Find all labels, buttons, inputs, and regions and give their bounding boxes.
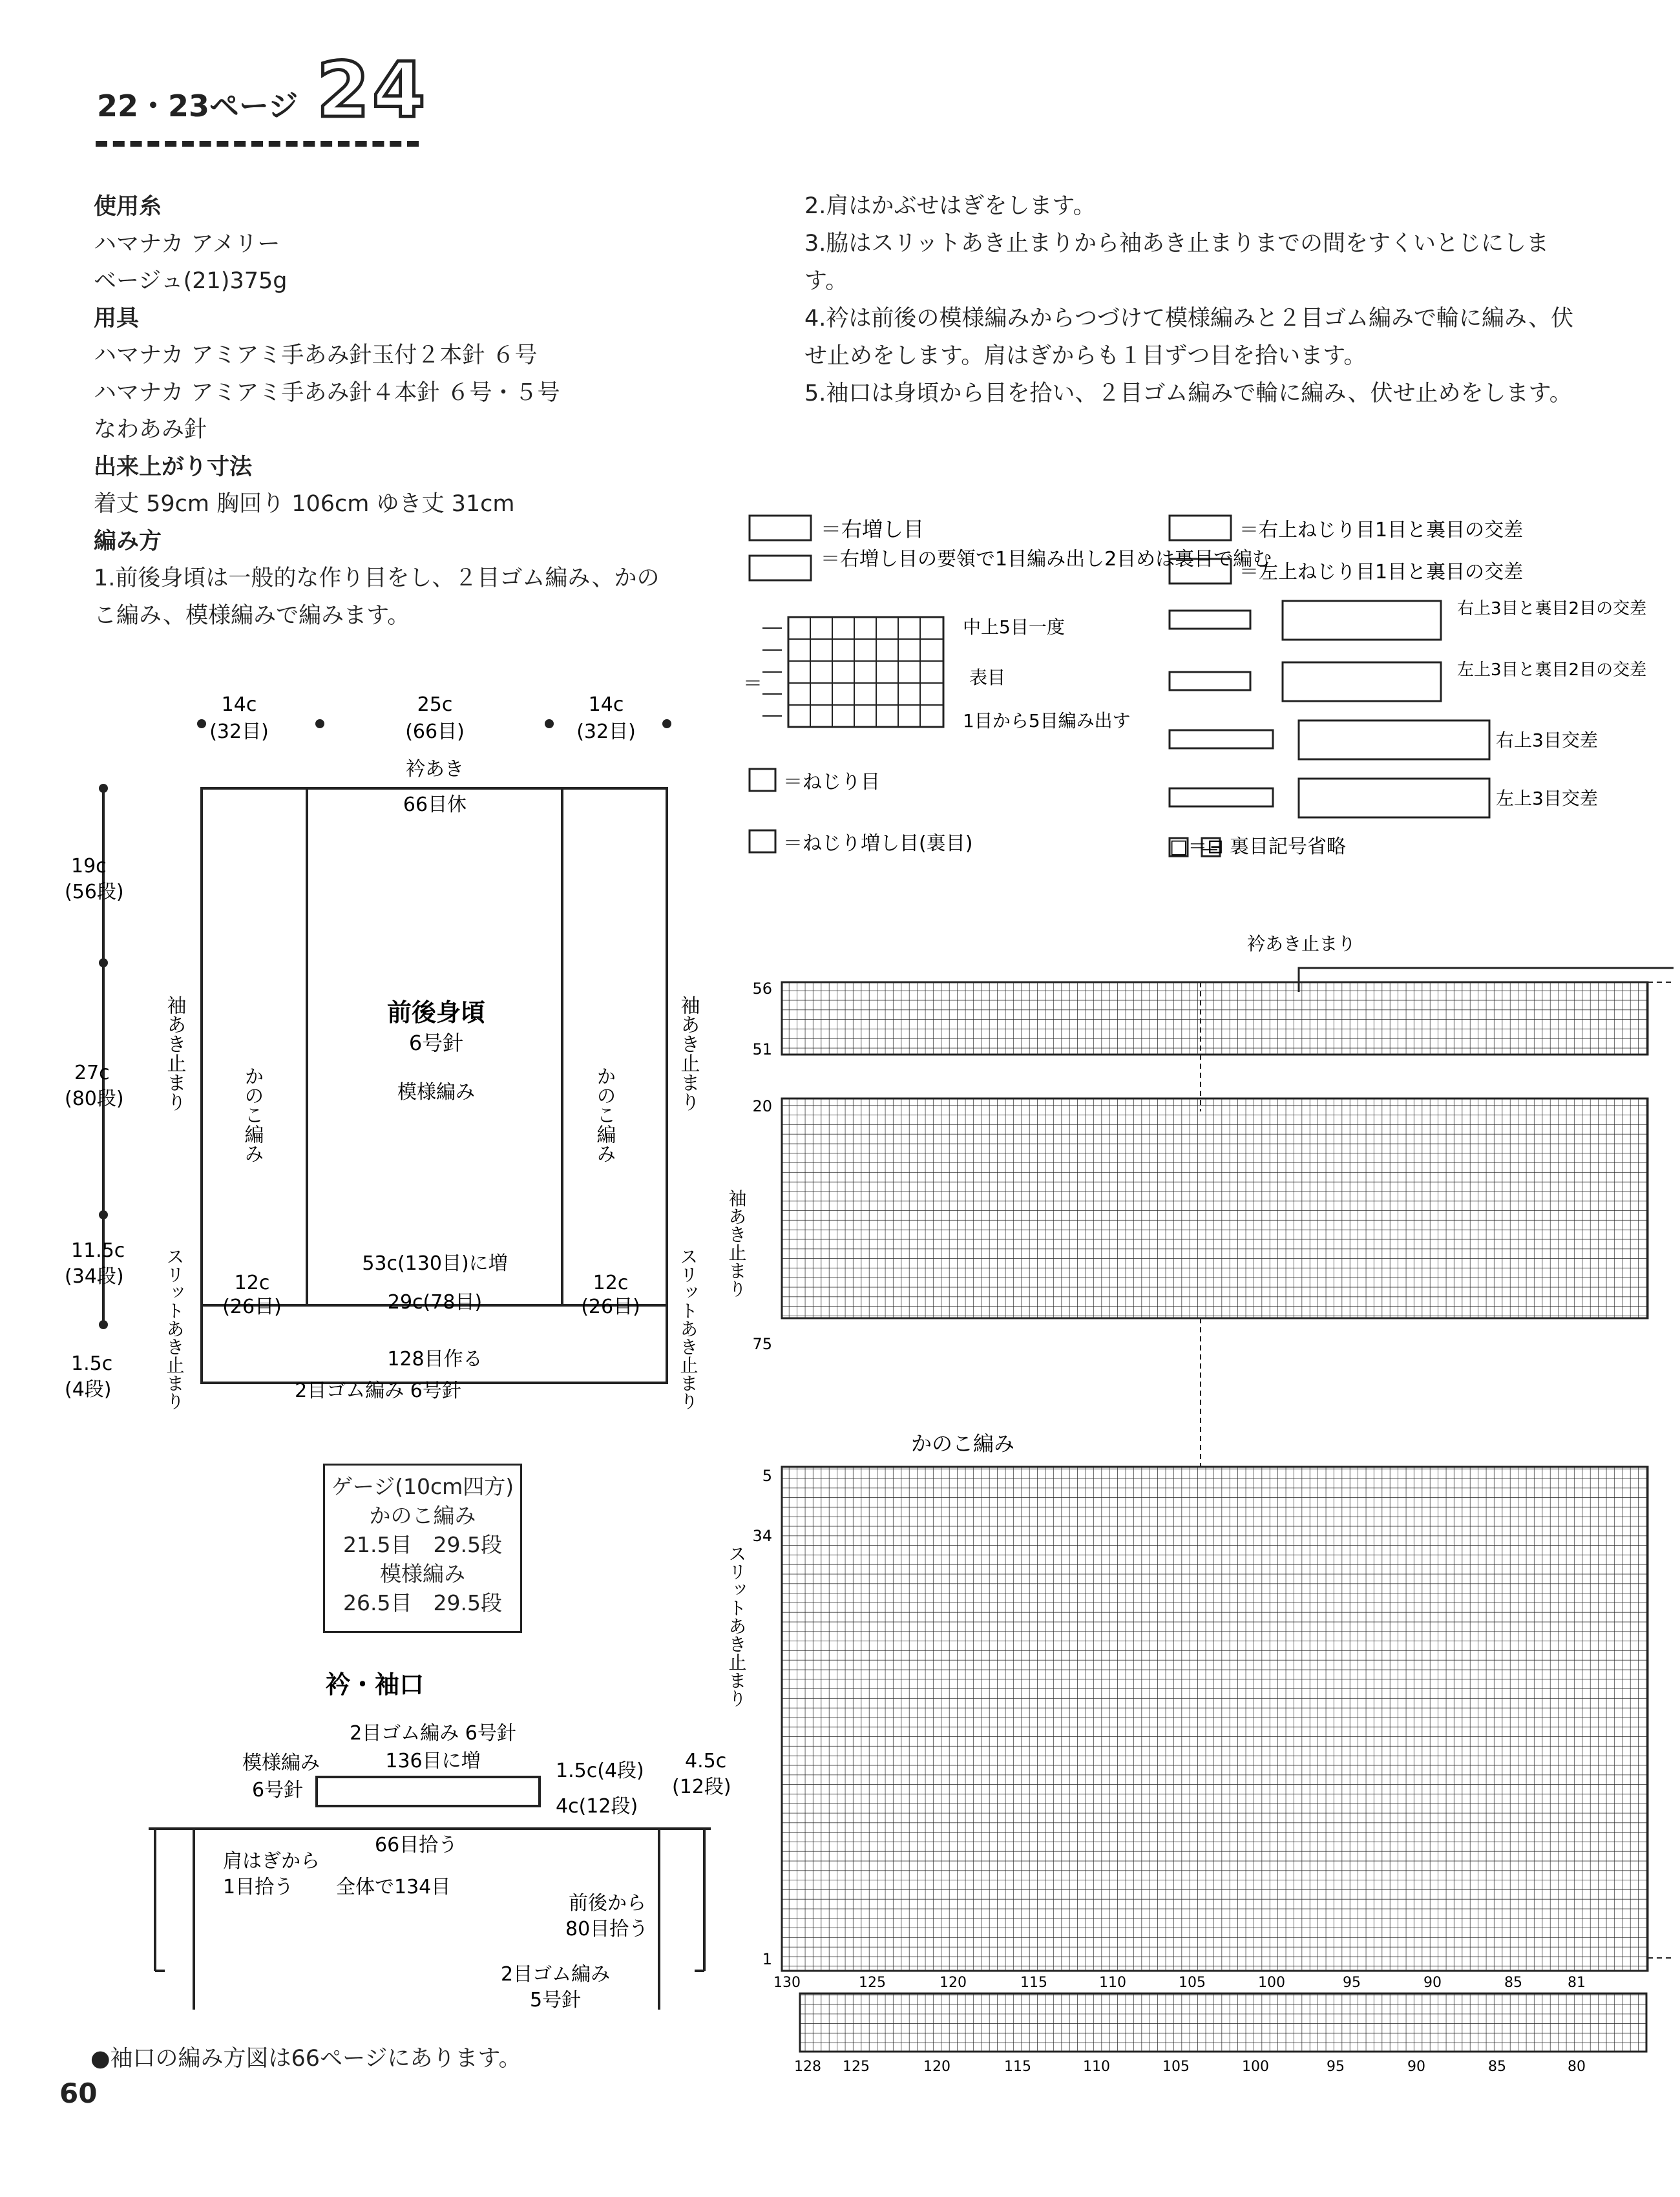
tools-line: ハマナカ アミアミ手あみ針玉付２本針 ６号 bbox=[94, 342, 538, 368]
width-right-stitches: (32目) bbox=[576, 720, 636, 743]
gauge-kanoko: かのこ編み bbox=[369, 1503, 476, 1528]
gauge-pattern-values: 26.5目 29.5段 bbox=[343, 1590, 502, 1615]
step-4: 4.衿は前後の模様編みからつづけて模様編みと２目ゴム編みで輪に編み、伏せ止めをします。肩はぎからも１目ずつ目を拾います。 bbox=[804, 306, 1574, 369]
height-11-rows: (34段) bbox=[65, 1265, 124, 1288]
row-label-75: 75 bbox=[752, 1335, 772, 1353]
footer-note: ●袖口の編み方図は66ページにあります。 bbox=[90, 2046, 521, 2072]
legend-right-inc-purl: ＝右増し目の要領で1目編み出し2目めは裏目で編む bbox=[821, 548, 1272, 571]
cuff-front-back: 前後から bbox=[569, 1892, 646, 1915]
symbol-legend bbox=[737, 504, 1667, 866]
chart-neck-stop: 衿あき止まり bbox=[1247, 933, 1356, 954]
legend-make5: 1目から5目編み出す bbox=[963, 710, 1131, 731]
col-label: 115 bbox=[1004, 2059, 1031, 2075]
tools-line: ハマナカ アミアミ手あみ針４本針 ６号・５号 bbox=[94, 379, 560, 406]
col-label: 85 bbox=[1504, 1975, 1522, 1991]
cuff-rib: 2目ゴム編み bbox=[501, 1963, 611, 1986]
row-label-5: 5 bbox=[762, 1467, 772, 1485]
cuff-height: 4.5c bbox=[685, 1750, 727, 1772]
yarn-heading: 使用糸 bbox=[94, 194, 162, 220]
collar-h2: 4c(12段) bbox=[556, 1795, 638, 1818]
height-19: 19c bbox=[71, 855, 107, 878]
steps-block bbox=[804, 187, 1580, 412]
row-label-20: 20 bbox=[752, 1097, 772, 1115]
legend-center5: 中上5目一度 bbox=[963, 616, 1065, 638]
col-label: 120 bbox=[923, 2059, 950, 2075]
neck-label: 衿あき bbox=[406, 758, 464, 781]
width-center: 25c bbox=[417, 693, 453, 716]
knitting-chart bbox=[717, 924, 1674, 2081]
height-1: 1.5c bbox=[71, 1352, 113, 1375]
legend-cross-r1: ＝右上ねじり目1目と裏目の交差 bbox=[1239, 519, 1524, 541]
width-left-stitches: (32目) bbox=[209, 720, 269, 743]
row-label-56: 56 bbox=[752, 980, 772, 998]
svg-text:＝: ＝ bbox=[743, 673, 762, 695]
step-3: 3.脇はスリットあき止まりから袖あき止まりまでの間をすくいとじにします。 bbox=[804, 231, 1549, 294]
col-label: 105 bbox=[1179, 1975, 1206, 1991]
width-center-stitches: (66目) bbox=[405, 720, 465, 743]
height-19-rows: (56段) bbox=[65, 881, 124, 903]
col-label: 110 bbox=[1083, 2059, 1110, 2075]
sleeve-stop-right: 袖あき止まり bbox=[677, 995, 700, 1111]
size-line: 着丈 59cm 胸回り 106cm ゆき丈 31cm bbox=[94, 491, 515, 517]
width-left: 14c bbox=[221, 693, 257, 716]
col-label: 130 bbox=[773, 1975, 801, 1991]
legend-cross-l32: 左上3目と裏目2目の交差 bbox=[1457, 660, 1647, 680]
bottom-right-stitches: (26目) bbox=[581, 1296, 640, 1318]
legend-twist-inc: ＝ねじり増し目(裏目) bbox=[783, 832, 973, 855]
increase-label: 53c(130目)に増 bbox=[362, 1252, 508, 1275]
col-label: 128 bbox=[794, 2059, 821, 2075]
collar-title: 衿・袖口 bbox=[325, 1670, 425, 1699]
legend-cross-r32: 右上3目と裏目2目の交差 bbox=[1457, 599, 1647, 618]
step-5: 5.袖口は身頃から目を拾い、２目ゴム編みで輪に編み、伏せ止めをします。 bbox=[804, 381, 1572, 406]
body-diagram bbox=[58, 685, 717, 1415]
collar-rib: 2目ゴム編み 6号針 bbox=[350, 1722, 516, 1745]
legend-cross-r3: 右上3目交差 bbox=[1496, 730, 1598, 751]
bottom-left-stitches: (26目) bbox=[222, 1296, 282, 1318]
legend-cross-l3: 左上3目交差 bbox=[1496, 788, 1598, 809]
height-1-rows: (4段) bbox=[65, 1378, 112, 1401]
chart-kanoko-label: かのこ編み bbox=[911, 1431, 1015, 1456]
body-title: 前後身頃 bbox=[386, 998, 486, 1027]
sleeve-stop-left: 袖あき止まり bbox=[163, 995, 186, 1111]
page-reference: 22・23ページ bbox=[97, 89, 299, 123]
legend-purl-side: 表目 bbox=[969, 667, 1006, 688]
tools-line: なわあみ針 bbox=[94, 417, 207, 443]
col-label: 90 bbox=[1423, 1975, 1442, 1991]
col-label: 125 bbox=[859, 1975, 886, 1991]
col-label: 125 bbox=[843, 2059, 870, 2075]
width-right: 14c bbox=[588, 693, 624, 716]
step-2: 2.肩はかぶせはぎをします。 bbox=[804, 193, 1096, 219]
gauge-box bbox=[323, 1464, 522, 1633]
tools-heading: 用具 bbox=[94, 305, 140, 331]
body-needle: 6号針 bbox=[408, 1031, 464, 1055]
col-label: 95 bbox=[1327, 2059, 1345, 2075]
collar-diagram bbox=[142, 1654, 737, 2016]
chart-sleeve-stop: 袖あき止まり bbox=[726, 1189, 748, 1298]
collar-inc: 136目に増 bbox=[385, 1750, 481, 1772]
row-label-51: 51 bbox=[752, 1040, 772, 1058]
yarn-line: ハマナカ アメリー bbox=[94, 231, 280, 257]
height-27: 27c bbox=[74, 1062, 110, 1084]
cuff-rows: (12段) bbox=[672, 1776, 731, 1798]
collar-pick: 66目拾う bbox=[375, 1834, 458, 1856]
col-label: 85 bbox=[1488, 2059, 1506, 2075]
slit-stop-left: スリットあき止まり bbox=[163, 1247, 185, 1410]
header-divider bbox=[96, 141, 419, 147]
size-heading: 出来上がり寸法 bbox=[94, 454, 253, 480]
row-label-34: 34 bbox=[752, 1527, 772, 1545]
body-pattern: 模様編み bbox=[397, 1081, 475, 1104]
collar-shoulder-2: 1目拾う bbox=[223, 1876, 294, 1898]
bottom-right: 12c bbox=[593, 1272, 629, 1294]
neck-hold-label: 66目休 bbox=[403, 794, 467, 816]
collar-pattern: 模様編み bbox=[242, 1752, 320, 1774]
cast-on-label: 128目作る bbox=[387, 1348, 483, 1371]
col-label: 95 bbox=[1343, 1975, 1361, 1991]
gauge-title: ゲージ(10cm四方) bbox=[331, 1474, 514, 1499]
bottom-left: 12c bbox=[234, 1272, 270, 1294]
collar-h1: 1.5c(4段) bbox=[556, 1760, 644, 1782]
cuff-pick: 80目拾う bbox=[565, 1918, 649, 1940]
pattern-number: 24 bbox=[317, 45, 428, 134]
yarn-line: ベージュ(21)375g bbox=[94, 268, 288, 294]
bottom-center: 29c(78目) bbox=[387, 1291, 483, 1314]
height-27-rows: (80段) bbox=[65, 1088, 124, 1110]
col-label: 110 bbox=[1099, 1975, 1126, 1991]
gauge-pattern: 模様編み bbox=[380, 1561, 465, 1586]
kanoko-right: かのこ編み bbox=[593, 1066, 616, 1163]
page-number: 60 bbox=[59, 2077, 98, 2109]
col-label: 81 bbox=[1568, 1975, 1586, 1991]
legend-twist: ＝ねじり目 bbox=[783, 771, 880, 794]
legend-right-inc: ＝右増し目 bbox=[821, 517, 925, 541]
col-label: 120 bbox=[940, 1975, 967, 1991]
rib-label: 2目ゴム編み 6号針 bbox=[295, 1380, 461, 1402]
cuff-needle: 5号針 bbox=[530, 1989, 582, 2012]
method-heading: 編み方 bbox=[94, 528, 162, 554]
legend-cross-l1: ＝左上ねじり目1目と裏目の交差 bbox=[1239, 561, 1524, 583]
method-step-1: 1.前後身頃は一般的な作り目をし、２目ゴム編み、かのこ編み、模様編みで編みます。 bbox=[94, 565, 660, 629]
col-label: 115 bbox=[1020, 1975, 1047, 1991]
collar-shoulder: 肩はぎから bbox=[223, 1850, 320, 1873]
col-label: 100 bbox=[1242, 2059, 1269, 2075]
slit-stop-right: スリットあき止まり bbox=[677, 1247, 699, 1410]
collar-total: 全体で134目 bbox=[336, 1876, 451, 1898]
chart-slit-stop: スリットあき止まり bbox=[726, 1544, 748, 1707]
col-label: 105 bbox=[1162, 2059, 1190, 2075]
specs-block bbox=[94, 189, 714, 635]
kanoko-left: かのこ編み bbox=[240, 1066, 264, 1163]
col-label: 100 bbox=[1258, 1975, 1285, 1991]
row-label-1: 1 bbox=[762, 1950, 772, 1968]
col-label: 90 bbox=[1407, 2059, 1425, 2075]
height-11: 11.5c bbox=[71, 1239, 125, 1262]
col-label: 80 bbox=[1568, 2059, 1586, 2075]
legend-purl-omit: □＝⊟ 裏目記号省略 bbox=[1170, 836, 1347, 858]
gauge-kanoko-values: 21.5目 29.5段 bbox=[343, 1532, 502, 1557]
collar-needle: 6号針 bbox=[252, 1779, 304, 1802]
